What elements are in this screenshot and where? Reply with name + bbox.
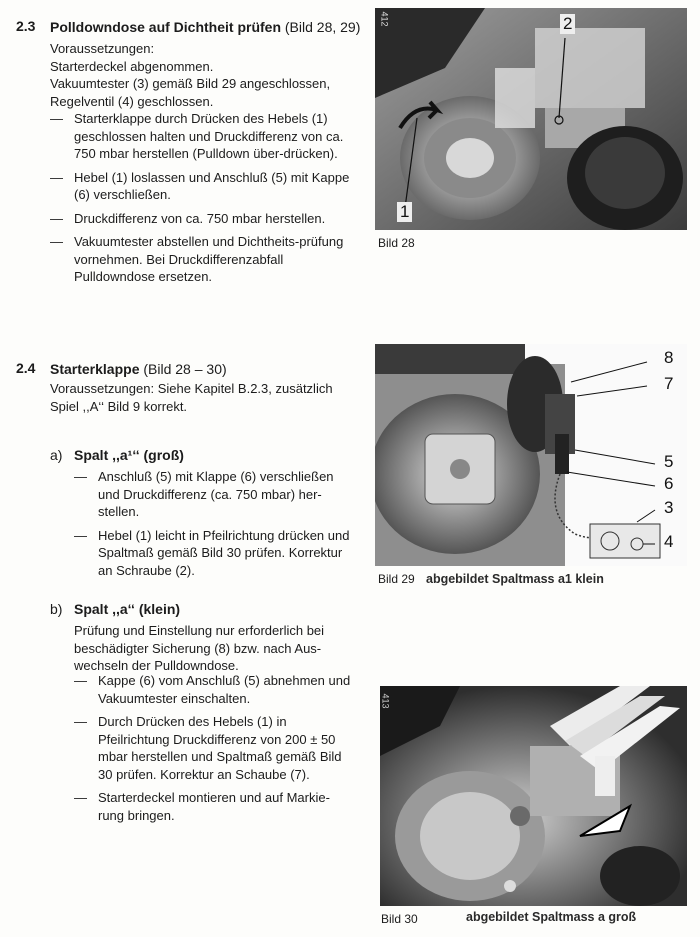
steps-list-a xyxy=(74,468,354,585)
carburetor-photo-28 xyxy=(375,8,687,230)
photo-code-412: 412 xyxy=(379,11,390,27)
precondition-line: Voraussetzungen: xyxy=(50,41,155,56)
section-heading: Starterklappe xyxy=(50,361,140,377)
list-item: — Starterdeckel montieren und auf Markie-rung bringen. xyxy=(74,789,354,824)
figure-28-photo xyxy=(375,8,687,230)
list-item: — Durch Drücken des Hebels (1) in Pfeilrichtung Druckdifferenz von 200 ± 50 mbar herstellen und Spaltmaß gemäß Bild 30 prüfen. Korrektur an Schaube (7). xyxy=(74,713,354,783)
list-item: — Anschluß (5) mit Klappe (6) verschließen und Druckdifferenz (ca. 750 mbar) her-stellen. xyxy=(74,468,354,521)
callout-4: 4 xyxy=(664,532,674,551)
figure-reference: (Bild 28 – 30) xyxy=(143,361,227,377)
callout-3: 3 xyxy=(664,498,674,517)
list-item: — Hebel (1) loslassen und Anschluß (5) mit Kappe (6) verschließen. xyxy=(50,169,360,204)
steps-list-2-3 xyxy=(50,110,360,292)
section-number-2-3: 2.3 xyxy=(16,18,36,34)
section-number-2-4: 2.4 xyxy=(16,360,36,376)
precondition-line: Vakuumtester (3) gemäß Bild 29 angeschlossen, xyxy=(50,76,331,91)
callout-5: 5 xyxy=(664,452,674,471)
subsection-a-label: a) xyxy=(50,447,63,463)
callout-8: 8 xyxy=(664,348,674,367)
list-item: — Vakuumtester abstellen und Dichtheits-prüfung vornehmen. Bei Druckdifferenzabfall Pulldowndose ersetzen. xyxy=(50,233,360,286)
callout-6: 6 xyxy=(664,474,674,493)
list-item: — Druckdifferenz von ca. 750 mbar herstellen. xyxy=(50,210,360,228)
subsection-heading: Spalt ,,a‘‘ (klein) xyxy=(74,601,181,617)
preconditions-2-4: Voraussetzungen: Siehe Kapitel B.2.3, zusätzlich Spiel ,,A‘‘ Bild 9 korrekt. xyxy=(50,381,333,414)
figure-reference: (Bild 28, 29) xyxy=(284,19,361,35)
subsection-b-label: b) xyxy=(50,601,63,617)
caption-bild-30: Bild 30 xyxy=(381,912,418,926)
section-heading: Polldowndose auf Dichtheit prüfen xyxy=(50,19,281,35)
subsection-b-title xyxy=(74,600,180,618)
precondition-line: Regelventil (4) geschlossen. xyxy=(50,93,214,109)
handwritten-note-30: abgebildet Spaltmass a groß xyxy=(466,910,637,924)
callout-7: 7 xyxy=(664,374,674,393)
section-title-2-3 xyxy=(50,18,370,36)
list-item: — Starterklappe durch Drücken des Hebels (1) geschlossen halten und Druckdifferenz von ca. 750 mbar herstellen (Pulldown über-drücken). xyxy=(50,110,360,163)
figure-29-photo xyxy=(375,344,687,566)
steps-list-b xyxy=(74,672,354,830)
subsection-heading: Spalt ,,a¹‘‘ (groß) xyxy=(74,447,184,463)
subsection-a-title xyxy=(74,446,184,464)
precondition-line: Starterdeckel abgenommen. xyxy=(50,58,214,74)
figure-30-photo xyxy=(380,686,687,906)
callout-2: 2 xyxy=(560,14,575,34)
preconditions-2-3 xyxy=(50,40,370,110)
carburetor-photo-29 xyxy=(375,344,687,566)
caption-bild-29: Bild 29 xyxy=(378,572,415,586)
callout-1: 1 xyxy=(397,202,412,222)
handwritten-note-29: abgebildet Spaltmass a1 klein xyxy=(426,572,604,586)
list-item: — Hebel (1) leicht in Pfeilrichtung drücken und Spaltmaß gemäß Bild 30 prüfen. Korrektur an Schraube (2). xyxy=(74,527,354,580)
carburetor-photo-30 xyxy=(380,686,687,906)
photo-code-413: 413 xyxy=(380,693,391,709)
list-item: — Kappe (6) vom Anschluß (5) abnehmen und Vakuumtester einschalten. xyxy=(74,672,354,707)
subsection-b-intro: Prüfung und Einstellung nur erforderlich bei beschädigter Sicherung (8) bzw. nach Aus-wechseln der Pulldowndose. xyxy=(74,623,325,673)
caption-bild-28: Bild 28 xyxy=(378,236,415,250)
section-title-2-4 xyxy=(50,360,370,378)
